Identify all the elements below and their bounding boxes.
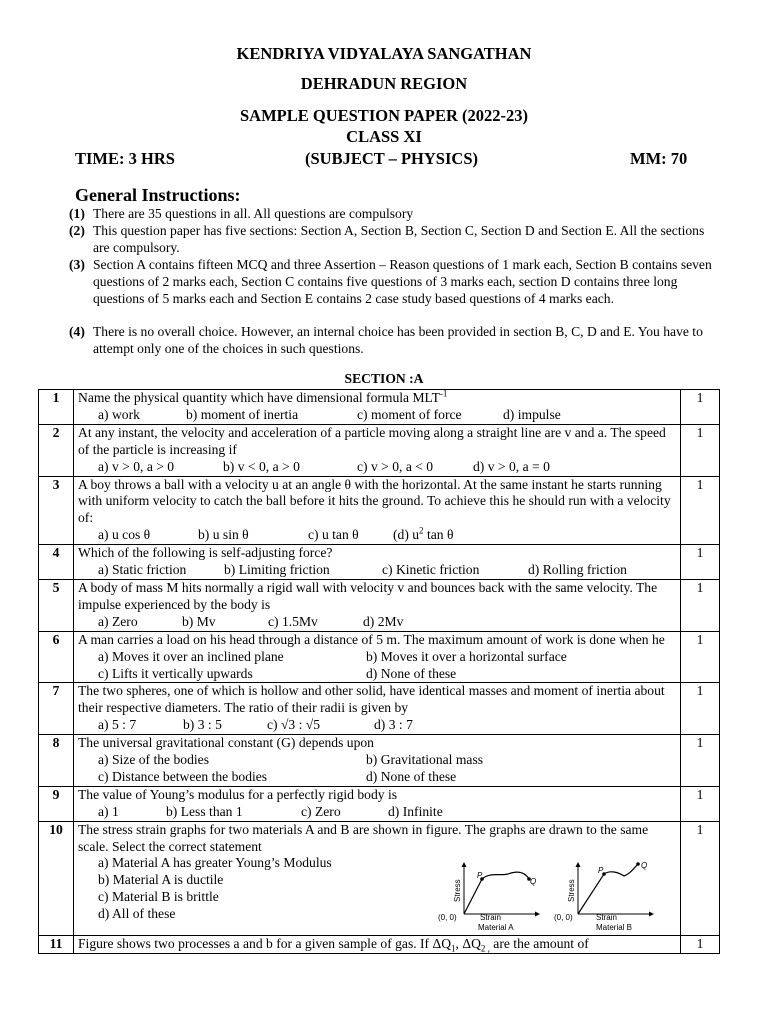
instruction-item: (3) Section A contains fifteen MCQ and three Assertion – Reason questions of 1 mark each, Section B contains seven questions of 2 marks each, Section C contains five questions of 3 marks each, section D contains three long questions of 5 marks each and Section E contains 2 case study based questions of 4 marks each. (69, 257, 719, 307)
instruction-item: (2) This question paper has five sections: Section A, Section B, Section C, Section D and Section E. All the sections are compulsory. (69, 223, 719, 257)
option: a) Static friction (98, 562, 187, 578)
paper-title: SAMPLE QUESTION PAPER (2022-23) (240, 106, 528, 125)
options (78, 527, 676, 544)
instruction-text: Section A contains fifteen MCQ and three Assertion – Reason questions of 1 mark each, Section B contains seven questions of 2 marks each, Section C contains five questions of 3 marks each, section D contains three long questions of 5 marks each and Section E contains 2 case study based questions of 4 marks each. (93, 257, 712, 306)
instruction-text: There are 35 questions in all. All questions are compulsory (93, 206, 414, 221)
question-text: Figure shows two processes a and b for a given sample of gas. If $\Delta Q_1$, $\Delta Q_{2 ,}$ are the amount of (78, 935, 589, 954)
option: d) None of these (366, 768, 457, 784)
x-axis-label: Strain (480, 913, 501, 922)
question-number: 2 (39, 424, 74, 476)
question-body: Name the physical quantity which have dimensional formula $MLT^{-1}$ a) work b) moment of inertia c) moment of force d) impulse (74, 390, 681, 425)
option: b) v < 0, a > 0 (223, 458, 300, 474)
question-number: 10 (39, 821, 74, 935)
options (78, 649, 676, 666)
option: b) Material A is ductile (98, 872, 224, 888)
options (78, 562, 676, 579)
instruction-text: This question paper has five sections: Section A, Section B, Section C, Section D and Section E. All the sections are compulsory. (93, 223, 705, 255)
question-marks: 1 (681, 579, 720, 631)
option: d) All of these (98, 906, 176, 922)
question-row (39, 935, 720, 953)
question-text: A body of mass M hits normally a rigid wall with velocity v and bounces back with the same velocity. The impulse experienced by the body is (78, 579, 658, 612)
options (78, 614, 676, 631)
time-label: TIME: 3 HRS (75, 149, 175, 168)
question-marks: 1 (681, 424, 720, 476)
region-name: DEHRADUN REGION (300, 74, 468, 93)
option: a) work (98, 406, 140, 422)
question-marks: 1 (681, 683, 720, 735)
question-marks: 1 (681, 935, 720, 953)
question-number: 8 (39, 735, 74, 787)
question-body (74, 476, 681, 545)
stress-strain-graphs (438, 860, 658, 934)
question-row (39, 683, 720, 735)
x-axis-label: Strain (596, 913, 617, 922)
option: b) Less than 1 (166, 803, 243, 819)
question-body (74, 424, 681, 476)
instruction-text: There is no overall choice. However, an internal choice has been provided in section B, C, D and E. You have to attempt only one of the choices in such questions. (93, 324, 703, 356)
options (78, 804, 676, 821)
option: c) Distance between the bodies (98, 768, 268, 784)
question-marks: 1 (681, 821, 720, 935)
question-row (39, 631, 720, 683)
question-row (39, 786, 720, 821)
question-number: 7 (39, 683, 74, 735)
question-marks: 1 (681, 545, 720, 580)
option: d) v > 0, a = 0 (473, 458, 550, 474)
question-body (74, 786, 681, 821)
question-text: A boy throws a ball with a velocity u at an angle θ with the horizontal. At the same instant he starts running with uniform velocity to catch the ball before it hits the ground. To achieve this he should run with a velocity of: (78, 476, 671, 526)
graph-caption-b: Material B (596, 923, 633, 932)
question-number: 5 (39, 579, 74, 631)
question-body (74, 935, 681, 953)
point-q-label: Q (641, 861, 648, 870)
option: c) Material B is brittle (98, 889, 219, 905)
point-p-label: P (477, 871, 483, 880)
origin-label: (0, 0) (554, 913, 573, 922)
option: a) 5 : 7 (98, 717, 137, 733)
graph-material-b (554, 861, 654, 932)
question-text: The two spheres, one of which is hollow and other solid, have identical masses and moment of inertia about their respective diameters. The ratio of their radii is given by (78, 683, 665, 716)
subject-label: (SUBJECT – PHYSICS) (305, 149, 478, 168)
question-number: 4 (39, 545, 74, 580)
graph-caption-a: Material A (478, 923, 514, 932)
question-body (74, 735, 681, 787)
question-marks: 1 (681, 390, 720, 425)
option: b) moment of inertia (186, 406, 299, 422)
option: b) u sin θ (198, 527, 249, 543)
question-marks: 1 (681, 476, 720, 545)
option: b) Limiting friction (224, 562, 330, 578)
question-row (39, 579, 720, 631)
options (78, 717, 676, 734)
options (78, 666, 676, 683)
option: d) 3 : 7 (374, 717, 413, 733)
question-number: 1 (39, 390, 74, 425)
question-marks: 1 (681, 786, 720, 821)
question-row (39, 390, 720, 425)
option: a) Size of the bodies (98, 752, 209, 768)
option: a) Material A has greater Young’s Modulus (98, 855, 332, 871)
question-text: A man carries a load on his head through a distance of 5 m. The maximum amount of work is done when he (78, 631, 665, 647)
graph-material-a (438, 862, 540, 932)
instruction-item: (4) There is no overall choice. However, an internal choice has been provided in section B, C, D and E. You have to attempt only one of the choices in such questions. (69, 324, 719, 358)
question-number: 11 (39, 935, 74, 953)
question-text: The stress strain graphs for two materials A and B are shown in figure. The graphs are drawn to the same scale. Select the correct statement (78, 821, 649, 854)
point-q-label: Q (530, 877, 537, 886)
question-number: 6 (39, 631, 74, 683)
option: a) Zero (98, 613, 138, 629)
option: (d) $u^2$ tan θ (393, 525, 454, 543)
marks-label: MM: 70 (630, 149, 688, 168)
question-text: At any instant, the velocity and acceleration of a particle moving along a straight line are v and a. The speed of the particle is increasing if (78, 424, 666, 457)
option: c) Zero (301, 803, 341, 819)
option: c) 1.5Mv (268, 613, 318, 629)
option: a) Moves it over an inclined plane (98, 648, 284, 664)
option: c) u tan θ (308, 527, 359, 543)
question-text: Which of the following is self-adjusting force? (78, 545, 333, 561)
instructions-title: General Instructions: (75, 185, 241, 205)
point-p-label: P (598, 866, 604, 875)
option: d) Infinite (388, 803, 443, 819)
option: a) 1 (98, 803, 119, 819)
option: d) 2Mv (363, 613, 404, 629)
org-name: KENDRIYA VIDYALAYA SANGATHAN (236, 44, 532, 63)
option: a) v > 0, a > 0 (98, 458, 175, 474)
question-body (74, 579, 681, 631)
question-text: Name the physical quantity which have dimensional formula MLT (78, 390, 440, 405)
question-number: 3 (39, 476, 74, 545)
question-body (74, 631, 681, 683)
option: c) moment of force (357, 406, 462, 422)
question-text: The universal gravitational constant (G) depends upon (78, 735, 374, 751)
origin-label: (0, 0) (438, 913, 457, 922)
class-label: CLASS XI (346, 127, 422, 146)
option: b) 3 : 5 (183, 717, 222, 733)
question-row (39, 735, 720, 787)
question-marks: 1 (681, 631, 720, 683)
instruction-item: (1) There are 35 questions in all. All questions are compulsory (69, 206, 719, 223)
options (78, 407, 676, 424)
section-title: SECTION :A (344, 371, 424, 386)
option: d) Rolling friction (528, 562, 627, 578)
question-row (39, 424, 720, 476)
question-body (74, 545, 681, 580)
y-axis-label: Stress (453, 879, 462, 902)
option: b) Moves it over a horizontal surface (366, 648, 567, 664)
options (78, 769, 676, 786)
option: c) √3 : √5 (267, 717, 321, 733)
y-axis-label: Stress (567, 879, 576, 902)
options (78, 752, 676, 769)
option: c) Lifts it vertically upwards (98, 665, 253, 681)
question-marks: 1 (681, 735, 720, 787)
option: a) u cos θ (98, 527, 151, 543)
option: d) None of these (366, 665, 457, 681)
option: b) Gravitational mass (366, 752, 484, 768)
option: b) Mv (182, 613, 216, 629)
option: c) Kinetic friction (382, 562, 480, 578)
option: d) impulse (503, 406, 561, 422)
option: c) v > 0, a < 0 (357, 458, 434, 474)
question-body (74, 683, 681, 735)
question-row (39, 476, 720, 545)
question-text: The value of Young’s modulus for a perfectly rigid body is (78, 786, 398, 802)
question-row (39, 545, 720, 580)
question-number: 9 (39, 786, 74, 821)
options (78, 459, 676, 476)
